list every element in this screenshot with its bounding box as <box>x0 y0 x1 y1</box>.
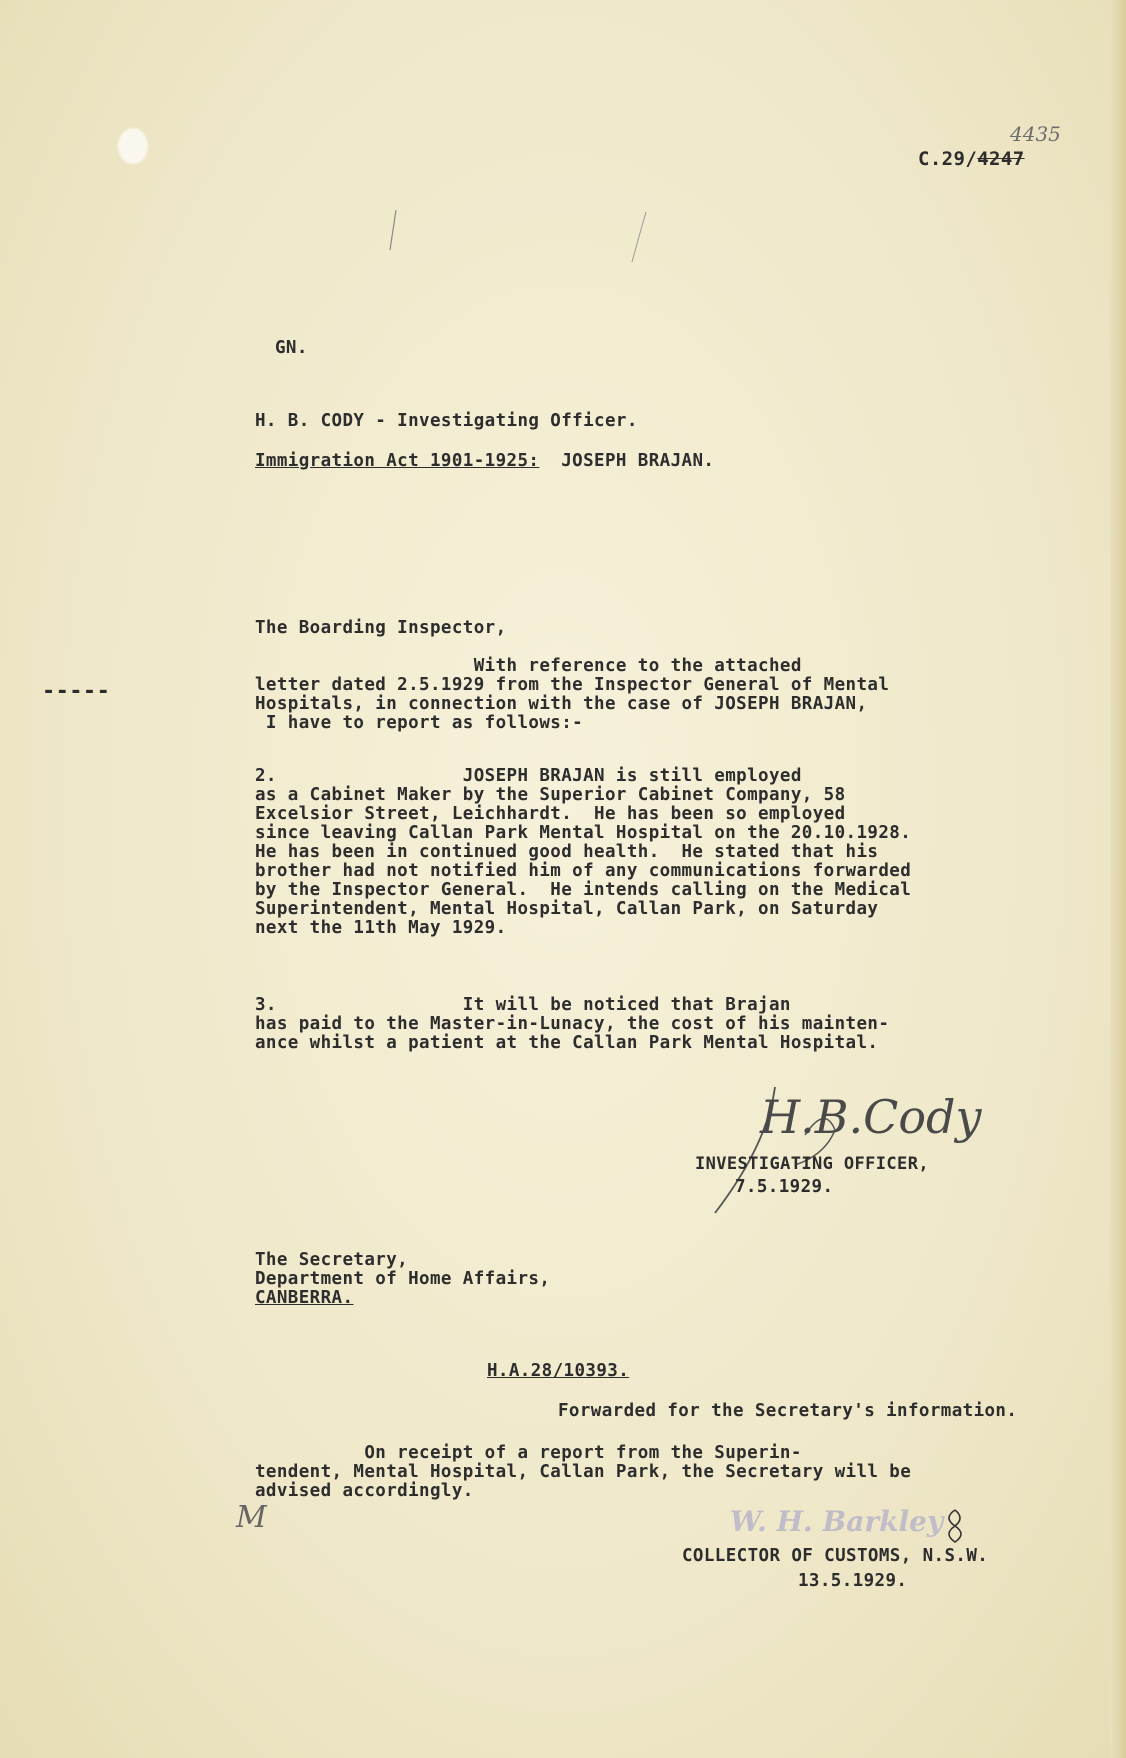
subject-name: JOSEPH BRAJAN. <box>561 451 715 471</box>
address-line: The Secretary, <box>255 1250 409 1270</box>
handwritten-signature: H.B.Cody <box>760 1090 982 1144</box>
text-line: Hospitals, in connection with the case of JOSEPH BRAJAN, <box>255 694 868 714</box>
text-line: brother had not notified him of any communications forwarded <box>255 861 912 881</box>
text-line: 3. It will be noticed that Brajan <box>255 995 791 1015</box>
text-line: as a Cabinet Maker by the Superior Cabinet Company, 58 <box>255 785 846 805</box>
punch-hole <box>118 128 148 164</box>
forward-file-reference: H.A.28/10393. <box>487 1361 630 1381</box>
text-line: next the 11th May 1929. <box>255 918 507 938</box>
collector-date: 13.5.1929. <box>798 1571 908 1591</box>
margin-dash-mark: ----- <box>42 679 111 704</box>
stamped-signature: W. H. Barkley <box>730 1505 944 1538</box>
addressee: The Boarding Inspector, <box>255 618 507 638</box>
text-line: I have to report as follows:- <box>255 713 584 733</box>
recipient-address <box>255 1251 550 1308</box>
file-reference-prefix: C.29/ <box>918 148 978 170</box>
subject-act: Immigration Act 1901-1925: <box>255 451 540 471</box>
signatory-title: INVESTIGATING OFFICER, <box>695 1154 929 1174</box>
text-line: tendent, Mental Hospital, Callan Park, the Secretary will be <box>255 1462 912 1482</box>
text-line: since leaving Callan Park Mental Hospital on the 20.10.1928. <box>255 823 912 843</box>
paragraph-3 <box>255 996 889 1053</box>
paragraph-1 <box>255 657 889 733</box>
paragraph-2 <box>255 767 911 938</box>
text-line: Excelsior Street, Leichhardt. He has been so employed <box>255 804 846 824</box>
handwritten-initial-mark <box>935 1506 975 1546</box>
file-reference <box>918 150 1025 169</box>
text-line: by the Inspector General. He intends calling on the Medical <box>255 880 912 900</box>
text-line: advised accordingly. <box>255 1481 474 1501</box>
text-line: has paid to the Master-in-Lunacy, the cost of his mainten- <box>255 1014 890 1034</box>
subject-line <box>255 452 714 471</box>
margin-initial: M <box>236 1500 267 1535</box>
text-line: He has been in continued good health. He stated that his <box>255 842 879 862</box>
file-reference-struck: 4247 <box>977 148 1025 170</box>
text-line: On receipt of a report from the Superin- <box>255 1443 802 1463</box>
text-line: 2. JOSEPH BRAJAN is still employed <box>255 766 802 786</box>
page-edge-shadow <box>1110 0 1126 1758</box>
from-line: H. B. CODY - Investigating Officer. <box>255 411 638 431</box>
text-line: ance whilst a patient at the Callan Park Mental Hospital. <box>255 1033 879 1053</box>
text-line: letter dated 2.5.1929 from the Inspector General of Mental <box>255 675 890 695</box>
signature-date: 7.5.1929. <box>735 1177 834 1197</box>
forward-paragraph <box>255 1444 911 1501</box>
collector-title: COLLECTOR OF CUSTOMS, N.S.W. <box>682 1546 989 1566</box>
forward-line: Forwarded for the Secretary's information. <box>558 1401 1018 1421</box>
address-city: CANBERRA. <box>255 1288 354 1308</box>
address-line: Department of Home Affairs, <box>255 1269 551 1289</box>
text-line: Superintendent, Mental Hospital, Callan Park, on Saturday <box>255 899 879 919</box>
pencil-strokes <box>370 200 670 280</box>
handwritten-file-number: 4435 <box>1010 122 1061 146</box>
text-line: With reference to the attached <box>255 656 802 676</box>
department-code: GN. <box>275 338 308 358</box>
